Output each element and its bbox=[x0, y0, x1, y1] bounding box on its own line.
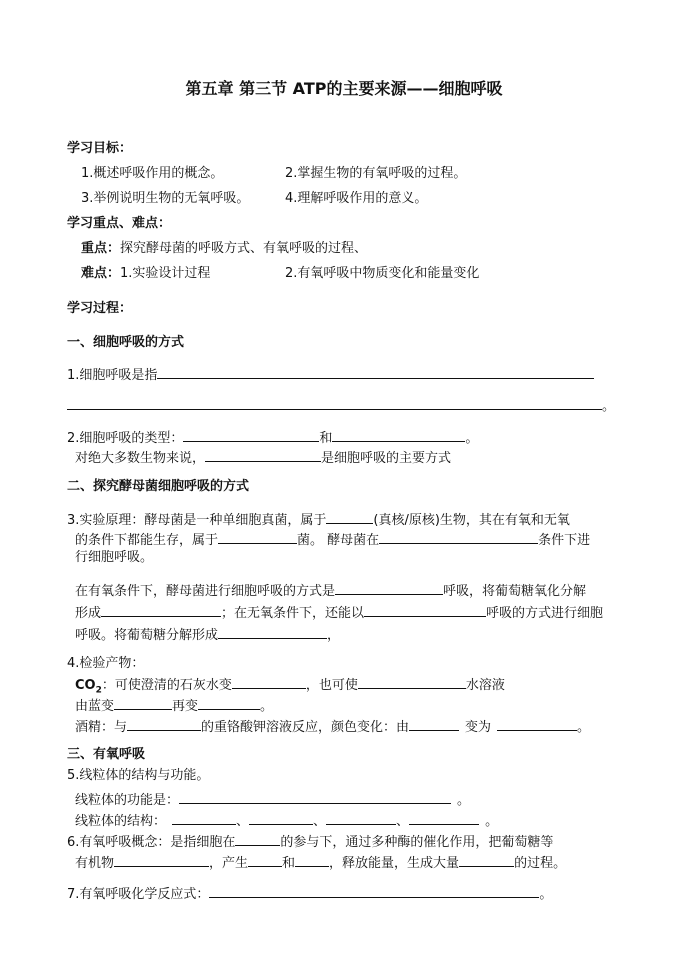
q1-period: 。 bbox=[602, 399, 616, 414]
q1-blank-2[interactable] bbox=[67, 396, 602, 410]
q2-line-2 bbox=[75, 448, 451, 467]
q3-line-1 bbox=[67, 510, 570, 529]
q6-blank-2[interactable] bbox=[114, 853, 209, 867]
q5-text-1: 线粒体的功能是： bbox=[75, 793, 180, 808]
q4-blank-3[interactable] bbox=[114, 696, 172, 710]
q3-text-8: 形成 bbox=[75, 606, 102, 621]
section-1-heading: 一、细胞呼吸的方式 bbox=[67, 335, 185, 350]
q5-blank-2[interactable] bbox=[172, 811, 236, 825]
q2-text: 2.细胞呼吸的类型： bbox=[67, 431, 184, 446]
q6-text-2: 的参与下，通过多种酶的催化作用，把葡萄糖等 bbox=[280, 835, 554, 850]
q3-text-5: 条件下进 bbox=[538, 533, 591, 548]
q3-text-12: ， bbox=[327, 628, 341, 643]
q3-blank-1[interactable] bbox=[326, 510, 373, 524]
q4-line-3 bbox=[75, 717, 590, 736]
objective-2: 2.掌握生物的有氧呼吸的过程。 bbox=[285, 166, 467, 181]
difficult-points bbox=[81, 266, 210, 282]
q4-text-7: 酒精：与 bbox=[75, 720, 128, 735]
key-points bbox=[81, 241, 367, 257]
q3-blank-5[interactable] bbox=[101, 603, 221, 617]
q5-heading: 5.线粒体的结构与功能。 bbox=[67, 768, 210, 783]
q3-line-5 bbox=[75, 603, 603, 622]
q4-blank-6[interactable] bbox=[409, 717, 459, 731]
q2-blank-2[interactable] bbox=[332, 428, 465, 442]
key-points-label: 重点： bbox=[81, 241, 121, 256]
q6-text-4: ，产生 bbox=[209, 856, 249, 871]
objective-4: 4.理解呼吸作用的意义。 bbox=[285, 191, 428, 206]
q4-text-8: 的重铬酸钾溶液反应，颜色变化：由 bbox=[201, 720, 410, 735]
q5-sep-3: 、 bbox=[396, 814, 410, 829]
q3-text-6: 在有氧条件下，酵母菌进行细胞呼吸的方式是 bbox=[75, 584, 336, 599]
objectives-heading: 学习目标： bbox=[67, 141, 133, 156]
q5-line-2 bbox=[75, 811, 498, 830]
q3-text-3: 的条件下都能生存，属于 bbox=[75, 533, 219, 548]
q2-text-3: 是细胞呼吸的主要方式 bbox=[321, 451, 452, 466]
q5-sep-1: 、 bbox=[236, 814, 250, 829]
q6-blank-5[interactable] bbox=[459, 853, 514, 867]
q3-blank-4[interactable] bbox=[335, 581, 443, 595]
q7-text: 7.有氧呼吸化学反应式： bbox=[67, 887, 210, 902]
q3-text-11: 呼吸。将葡萄糖分解形成 bbox=[75, 628, 219, 643]
q2-text-2: 对绝大多数生物来说， bbox=[75, 451, 206, 466]
q4-text-4: 由蓝变 bbox=[75, 699, 115, 714]
q5-line-1 bbox=[75, 790, 470, 809]
q7-period: 。 bbox=[539, 887, 553, 902]
q7-blank[interactable] bbox=[209, 884, 539, 898]
q6-blank-3[interactable] bbox=[248, 853, 282, 867]
q4-line-2 bbox=[75, 696, 273, 715]
q3-line-4 bbox=[75, 581, 586, 600]
q4-text-1: ：可使澄清的石灰水变 bbox=[101, 678, 232, 693]
q2-blank-3[interactable] bbox=[205, 448, 321, 462]
q5-period: 。 bbox=[485, 814, 499, 829]
q4-text-9: 变为 bbox=[465, 720, 492, 735]
q5-blank-4[interactable] bbox=[326, 811, 396, 825]
difficult-label: 难点： bbox=[81, 266, 121, 281]
q3-line-3: 行细胞呼吸。 bbox=[75, 550, 154, 565]
q6-text-7: 的过程。 bbox=[514, 856, 567, 871]
q3-blank-7[interactable] bbox=[218, 625, 327, 639]
q4-text-6: 。 bbox=[260, 699, 274, 714]
q3-line-2 bbox=[75, 530, 590, 549]
q3-text-9: ；在无氧条件下，还能以 bbox=[221, 606, 365, 621]
q3-text-4: 菌。 酵母菌在 bbox=[297, 533, 380, 548]
q2-blank-1[interactable] bbox=[183, 428, 319, 442]
q5-blank-3[interactable] bbox=[249, 811, 313, 825]
q4-blank-5[interactable] bbox=[127, 717, 201, 731]
q2-period: 。 bbox=[465, 431, 479, 446]
q5-blank-5[interactable] bbox=[409, 811, 479, 825]
q3-blank-2[interactable] bbox=[218, 530, 297, 544]
section-3-heading: 三、有氧呼吸 bbox=[67, 747, 146, 762]
q6-blank-4[interactable] bbox=[295, 853, 329, 867]
q4-blank-4[interactable] bbox=[198, 696, 260, 710]
q4-text-10: 。 bbox=[577, 720, 591, 735]
q5-blank-1[interactable] bbox=[179, 790, 451, 804]
q6-text-6: ，释放能量，生成大量 bbox=[329, 856, 460, 871]
q4-heading: 4.检验产物： bbox=[67, 656, 145, 671]
q4-text-2: ，也可使 bbox=[305, 678, 358, 693]
q1-line bbox=[67, 365, 594, 384]
q4-text-3: 水溶液 bbox=[465, 678, 505, 693]
difficult-2: 2.有氧呼吸中物质变化和能量变化 bbox=[285, 266, 480, 281]
q6-blank-1[interactable] bbox=[235, 832, 280, 846]
q2-line bbox=[67, 428, 478, 447]
q4-text-5: 再变 bbox=[172, 699, 199, 714]
q1-text: 1.细胞呼吸是指 bbox=[67, 368, 158, 383]
process-heading: 学习过程： bbox=[67, 301, 133, 316]
q6-line-2 bbox=[75, 853, 566, 872]
q3-line-6 bbox=[75, 625, 340, 644]
q3-text-2: (真核/原核)生物，其在有氧和无氧 bbox=[373, 513, 570, 528]
q6-text-3: 有机物 bbox=[75, 856, 115, 871]
page-title: 第五章 第三节 ATP的主要来源——细胞呼吸 bbox=[185, 79, 503, 98]
q6-line-1 bbox=[67, 832, 553, 851]
q3-text-7: 呼吸，将葡萄糖氧化分解 bbox=[443, 584, 587, 599]
difficult-1: 1.实验设计过程 bbox=[120, 266, 211, 281]
q5-text-2: 。 bbox=[457, 793, 471, 808]
objective-1: 1.概述呼吸作用的概念。 bbox=[81, 166, 224, 181]
q3-blank-3[interactable] bbox=[379, 530, 538, 544]
key-points-text: 探究酵母菌的呼吸方式、有氧呼吸的过程、 bbox=[120, 241, 368, 256]
section-2-heading: 二、探究酵母菌细胞呼吸的方式 bbox=[67, 479, 250, 494]
q2-and: 和 bbox=[319, 431, 333, 446]
q5-sep-2: 、 bbox=[313, 814, 327, 829]
q6-text-1: 6.有氧呼吸概念：是指细胞在 bbox=[67, 835, 236, 850]
objective-3: 3.举例说明生物的无氧呼吸。 bbox=[81, 191, 250, 206]
q4-blank-2[interactable] bbox=[358, 675, 466, 689]
q4-line-1 bbox=[75, 675, 505, 696]
q3-blank-6[interactable] bbox=[364, 603, 486, 617]
q6-text-5: 和 bbox=[282, 856, 296, 871]
key-heading: 学习重点、难点： bbox=[67, 216, 172, 231]
q3-text-10: 呼吸的方式进行细胞 bbox=[486, 606, 604, 621]
q1-line-2 bbox=[67, 396, 615, 415]
q3-text-1: 3.实验原理：酵母菌是一种单细胞真菌，属于 bbox=[67, 513, 327, 528]
q5-text-3: 线粒体的结构： bbox=[75, 814, 167, 829]
q7-line bbox=[67, 884, 552, 903]
q4-blank-1[interactable] bbox=[232, 675, 306, 689]
co2-label: $CO_2$ bbox=[75, 678, 102, 696]
q4-blank-7[interactable] bbox=[497, 717, 577, 731]
q1-blank[interactable] bbox=[157, 365, 594, 379]
